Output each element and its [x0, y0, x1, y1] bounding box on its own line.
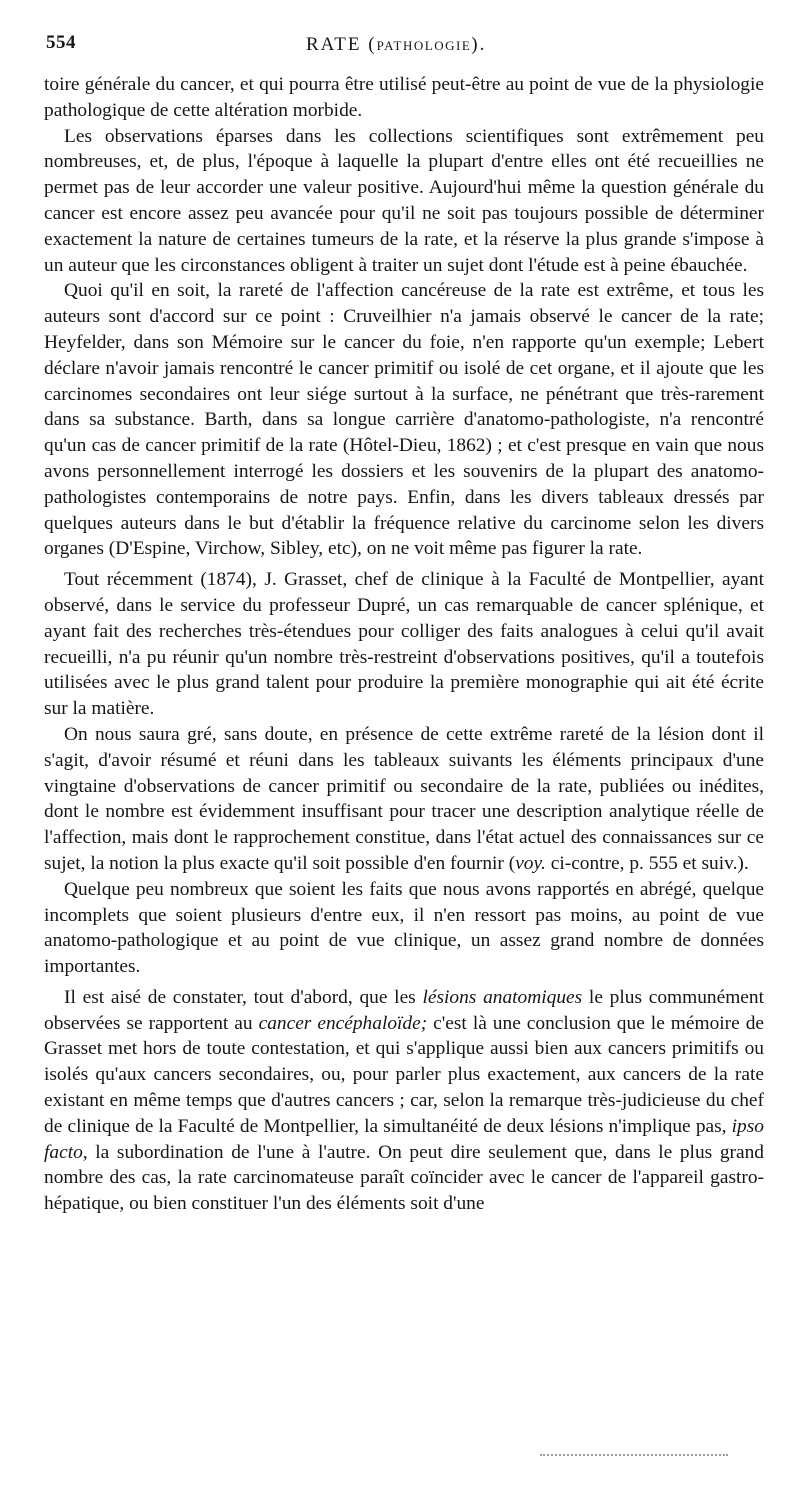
italic-text: voy. [515, 852, 546, 874]
running-head [306, 34, 486, 56]
paragraph-text: Il est aisé de constater, tout d'abord, que les [64, 986, 423, 1008]
italic-text: ipso facto [44, 1115, 764, 1163]
italic-text: cancer encéphaloïde; [258, 1012, 428, 1034]
paragraph: Quoi qu'il en soit, la rareté de l'affection cancéreuse de la rate est extrême, et tous les auteurs sont d'accord sur ce point : Cruveilhier n'a jamais observé le cancer de la rate; Heyfelder, dans son Mémoire sur le cancer du foie, n'en rapporte qu'un exemple; Lebert déclare n'avoir jamais rencontré le cancer primitif ou isolé de cet organe, et il ajoute que les carcinomes secondaires ont leur siége surtout à la surface, ne pénétrant que très-rarement dans sa substance. Barth, dans sa longue carrière d'anatomo-pathologiste, n'a rencontré qu'un cas de cancer primitif de la rate (Hôtel-Dieu, 1862) ; et c'est presque en vain que nous avons personnellement interrogé les dossiers et les souvenirs de la plupart des anatomo-pathologistes contemporains de notre pays. Enfin, dans les divers tableaux dressés par quelques auteurs dans le but d'établir la fréquence relative du carcinome selon les divers organes (D'Espine, Virchow, Sibley, etc), on ne voit même pas figurer la rate. [44, 280, 764, 560]
page-number: 554 [46, 32, 76, 53]
paragraph-text: le plus communément observées se rapportent au [44, 986, 764, 1034]
paragraph-text: ci-contre, p. 555 et suiv.). [545, 852, 749, 874]
running-head-main: RATE [306, 34, 362, 55]
paragraph: Quelque peu nombreux que soient les faits que nous avons rapportés en abrégé, quelque incomplets que soient plusieurs d'entre eux, il n'en ressort pas moins, au point de vue anatomo-pathologique et au point de vue clinique, un assez grand nombre de données importantes. [44, 878, 764, 978]
paragraph [44, 722, 764, 877]
italic-text: lésions anatomiques [422, 986, 583, 1008]
paragraph: Les observations éparses dans les collections scientifiques sont extrêmement peu nombreuses, et, de plus, l'époque à laquelle la plupart d'entre elles ont été recueillies ne permet pas de leur accorder une valeur positive. Aujourd'hui même la question générale du cancer est encore assez peu avancée pour qu'il ne soit pas toujours possible de déterminer exactement la nature de certaines tumeurs de la rate, et la réserve la plus grande s'impose à un auteur que les circonstances obligent à traiter un sujet dont l'étude est à peine ébauchée. [44, 125, 764, 276]
running-head-sub: PATHOLOGIE [376, 38, 472, 53]
paragraph [44, 985, 764, 1217]
paragraph: Tout récemment (1874), J. Grasset, chef de clinique à la Faculté de Montpellier, ayant observé, dans le service du professeur Dupré, un cas remarquable de cancer splénique, et ayant fait des recherches très-étendues pour colliger des faits analogues à celui qu'il avait recueilli, n'a pu réunir qu'un nombre très-restreint d'observations positives, qu'il a toutefois utilisées avec le plus grand talent pour produire la première monographie qui ait été écrite sur la matière. [44, 569, 764, 720]
paragraph-text: c'est là une conclusion que le mémoire de Grasset met hors de toute contestation, et qui s'applique aussi bien aux cancers primitifs ou isolés qu'aux cancers secondaires, ou, pour parler plus exactement, aux cancers de la rate existant en même temps que d'autres cancers ; car, selon la remarque très-judicieuse du chef de clinique de la Faculté de Montpellier, la simultanéité de deux lésions n'implique pas, [44, 1012, 765, 1137]
running-head-open: ( [361, 34, 377, 55]
footer-smudge [540, 1454, 728, 1459]
page-header [46, 28, 760, 62]
running-head-close: ). [471, 34, 487, 55]
paragraph-continued: toire générale du cancer, et qui pourra être utilisé peut-être au point de vue de la physiologie pathologique de cette altération morbide. [44, 74, 764, 121]
body-text [44, 72, 764, 1217]
paragraph-text: , la subordination de l'une à l'autre. On peut dire seulement que, dans le plus grand nombre des cas, la rate carcinomateuse paraît coïncider avec le cancer de l'appareil gastro-hépatique, ou bien constituer l'un des éléments soit d'une [44, 1141, 764, 1215]
paragraph-text: On nous saura gré, sans doute, en présence de cette extrême rareté de la lésion dont il s'agit, d'avoir résumé et réuni dans les tableaux suivants les éléments principaux d'une vingtaine d'observations de cancer primitif ou secondaire de la rate, publiées ou inédites, dont le nombre est évidemment insuffisant pour tracer une description analytique réelle de l'affection, mais dont le rapprochement constitue, dans l'état actuel des connaissances sur ce sujet, la notion la plus exacte qu'il soit possible d'en fournir ( [44, 723, 764, 874]
